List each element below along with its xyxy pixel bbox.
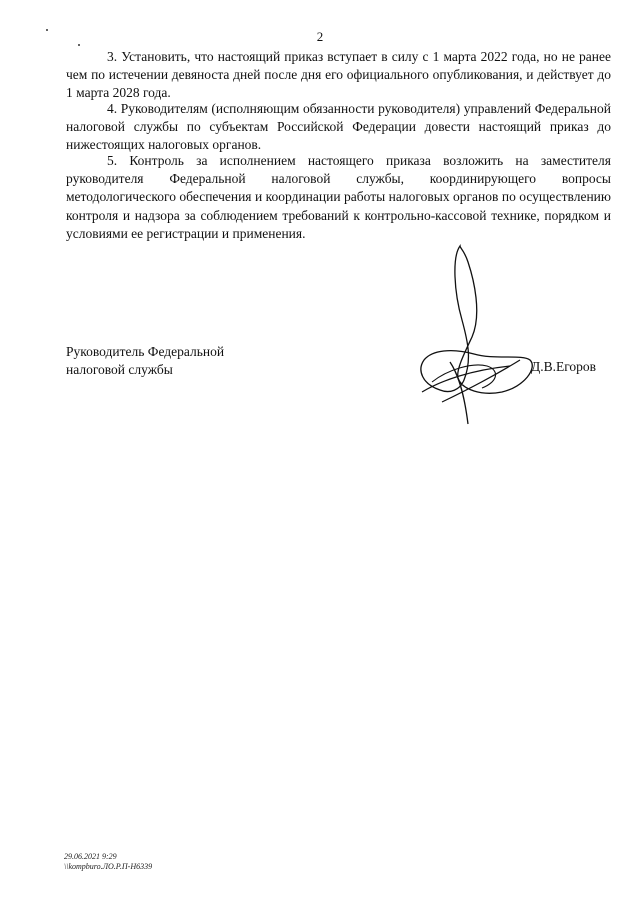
paragraph-5: 5. Контроль за исполнением настоящего приказа возложить на заместителя руководителя Федеральной налоговой службы, координирующего вопросы методологического обеспечения и координации работы налоговых органов по осуществлению контроля и надзора за соблюдением требований к контрольно-кассовой технике, порядком и условиями ее регистрации и применения. [66,153,611,241]
signatory-name: Д.В.Егоров [531,359,597,374]
footer-filepath: \\kompburo.ЛО.Р.П-H6339 [64,862,153,871]
position-line-1: Руководитель Федеральной [66,344,225,359]
handwritten-signature [412,242,542,427]
signatory-position [66,343,224,379]
page-number: 2 [316,29,324,44]
paragraph-4: 4. Руководителям (исполняющим обязанности руководителя) управлений Федеральной налоговой службы по субъектам Российской Федерации довести настоящий приказ до нижестоящих налоговых органов. [66,101,611,153]
footer-meta [64,852,152,872]
position-line-2: налоговой службы [66,362,173,378]
footer-timestamp: 29.06.2021 9:29 [64,852,117,861]
paragraph-3: 3. Установить, что настоящий приказ вступает в силу с 1 марта 2022 года, но не ранее чем по истечении девяноста дней после дня его официального опубликования, и действует до 1 марта 2028 года. [66,49,611,101]
